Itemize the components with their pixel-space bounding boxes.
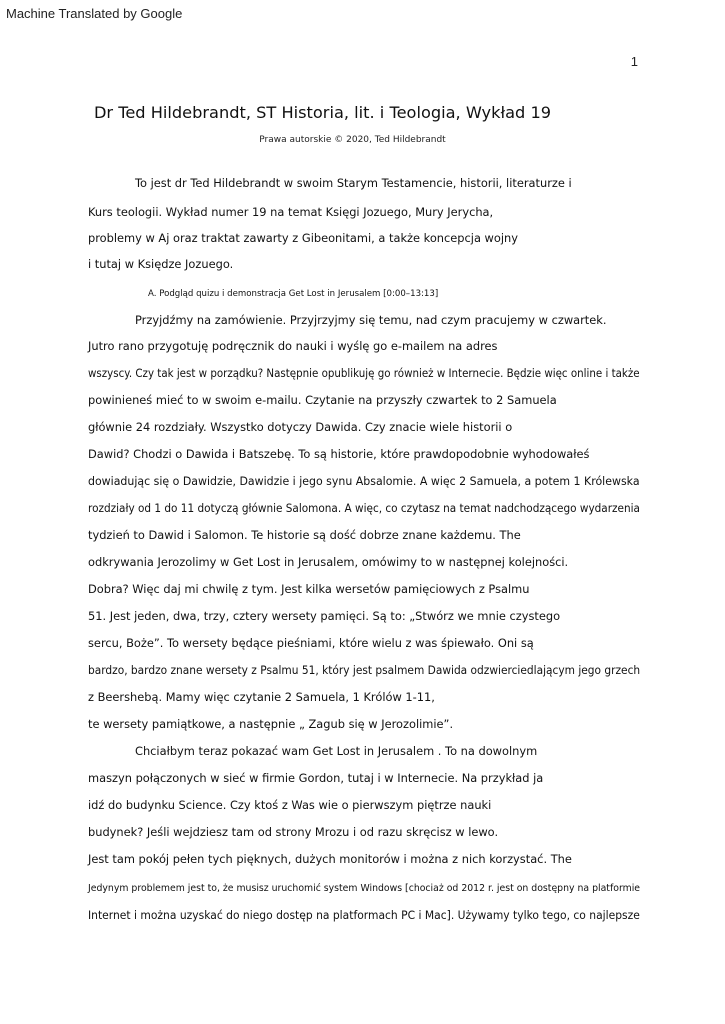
page-number: 1 <box>630 54 638 69</box>
intro-line-3: problemy w Aj oraz traktat zawarty z Gibeonitami, a także koncepcja wojny <box>88 231 518 245</box>
intro-line-2: Kurs teologii. Wykład numer 19 na temat Księgi Jozuego, Mury Jerycha, <box>88 205 494 219</box>
section-heading: A. Podgląd quizu i demonstracja Get Lost in Jerusalem [0:00–13:13] <box>148 289 439 299</box>
body-line-15: z Beershebą. Mamy więc czytanie 2 Samuela, 1 Królów 1-11, <box>88 690 435 704</box>
body-line-20: budynek? Jeśli wejdziesz tam od strony Mrozu i od razu skręcisz w lewo. <box>88 825 499 839</box>
copyright-notice: Prawa autorskie © 2020, Ted Hildebrandt <box>259 135 446 145</box>
body-line-1: Przyjdźmy na zamówienie. Przyjrzyjmy się temu, nad czym pracujemy w czwartek. <box>135 313 607 327</box>
body-line-10: odkrywania Jerozolimy w Get Lost in Jerusalem, omówimy to w następnej kolejności. <box>88 555 569 569</box>
machine-translation-banner: Machine Translated by Google <box>6 6 183 21</box>
body-line-11: Dobra? Więc daj mi chwilę z tym. Jest kilka wersetów pamięciowych z Psalmu <box>88 582 530 596</box>
body-line-9: tydzień to Dawid i Salomon. Te historie są dość dobrze znane każdemu. The <box>88 528 521 542</box>
body-line-23: Internet i można uzyskać do niego dostęp na platformach PC i Mac]. Używamy tylko tego, co najlepsze <box>88 908 640 922</box>
body-line-19: idź do budynku Science. Czy ktoś z Was wie o pierwszym piętrze nauki <box>88 798 492 812</box>
body-line-6: Dawid? Chodzi o Dawida i Batszebę. To są historie, które prawdopodobnie wyhodowałeś <box>88 447 590 461</box>
body-line-17: Chciałbym teraz pokazać wam Get Lost in Jerusalem . To na dowolnym <box>135 744 538 758</box>
body-line-22: Jedynym problemem jest to, że musisz uruchomić system Windows [chociaż od 2012 r. jest on dostępny na platformie <box>88 883 641 894</box>
body-line-14: bardzo, bardzo znane wersety z Psalmu 51, który jest psalmem Dawida odzwierciedlającym jego grzech <box>88 663 641 677</box>
body-line-4: powinieneś mieć to w swoim e-mailu. Czytanie na przyszły czwartek to 2 Samuela <box>88 393 557 407</box>
body-line-7: dowiadując się o Dawidzie, Dawidzie i jego synu Absalomie. A więc 2 Samuela, a potem 1 Królewska <box>88 474 640 488</box>
body-line-12: 51. Jest jeden, dwa, trzy, cztery wersety pamięci. Są to: „Stwórz we mnie czystego <box>88 609 561 623</box>
body-line-13: sercu, Boże”. To wersety będące pieśniami, które wielu z was śpiewało. Oni są <box>88 636 534 650</box>
body-line-16: te wersety pamiątkowe, a następnie „ Zagub się w Jerozolimie”. <box>88 717 454 731</box>
body-line-2: Jutro rano przygotuję podręcznik do nauki i wyślę go e-mailem na adres <box>88 339 498 353</box>
document-title: Dr Ted Hildebrandt, ST Historia, lit. i Teologia, Wykład 19 <box>93 103 552 122</box>
body-line-3: wszyscy. Czy tak jest w porządku? Następnie opublikuję go również w Internecie. Będzie więc online i także <box>88 366 640 380</box>
body-line-18: maszyn połączonych w sieć w firmie Gordon, tutaj i w Internecie. Na przykład ja <box>88 771 544 785</box>
body-line-21: Jest tam pokój pełen tych pięknych, dużych monitorów i można z nich korzystać. The <box>88 852 572 866</box>
body-line-8: rozdziały od 1 do 11 dotyczą głównie Salomona. A więc, co czytasz na temat nadchodzącego wydarzenia <box>88 501 640 515</box>
intro-line-1: To jest dr Ted Hildebrandt w swoim Starym Testamencie, historii, literaturze i <box>135 176 572 190</box>
body-line-5: głównie 24 rozdziały. Wszystko dotyczy Dawida. Czy znacie wiele historii o <box>88 420 513 434</box>
intro-line-4: i tutaj w Księdze Jozuego. <box>88 257 234 271</box>
